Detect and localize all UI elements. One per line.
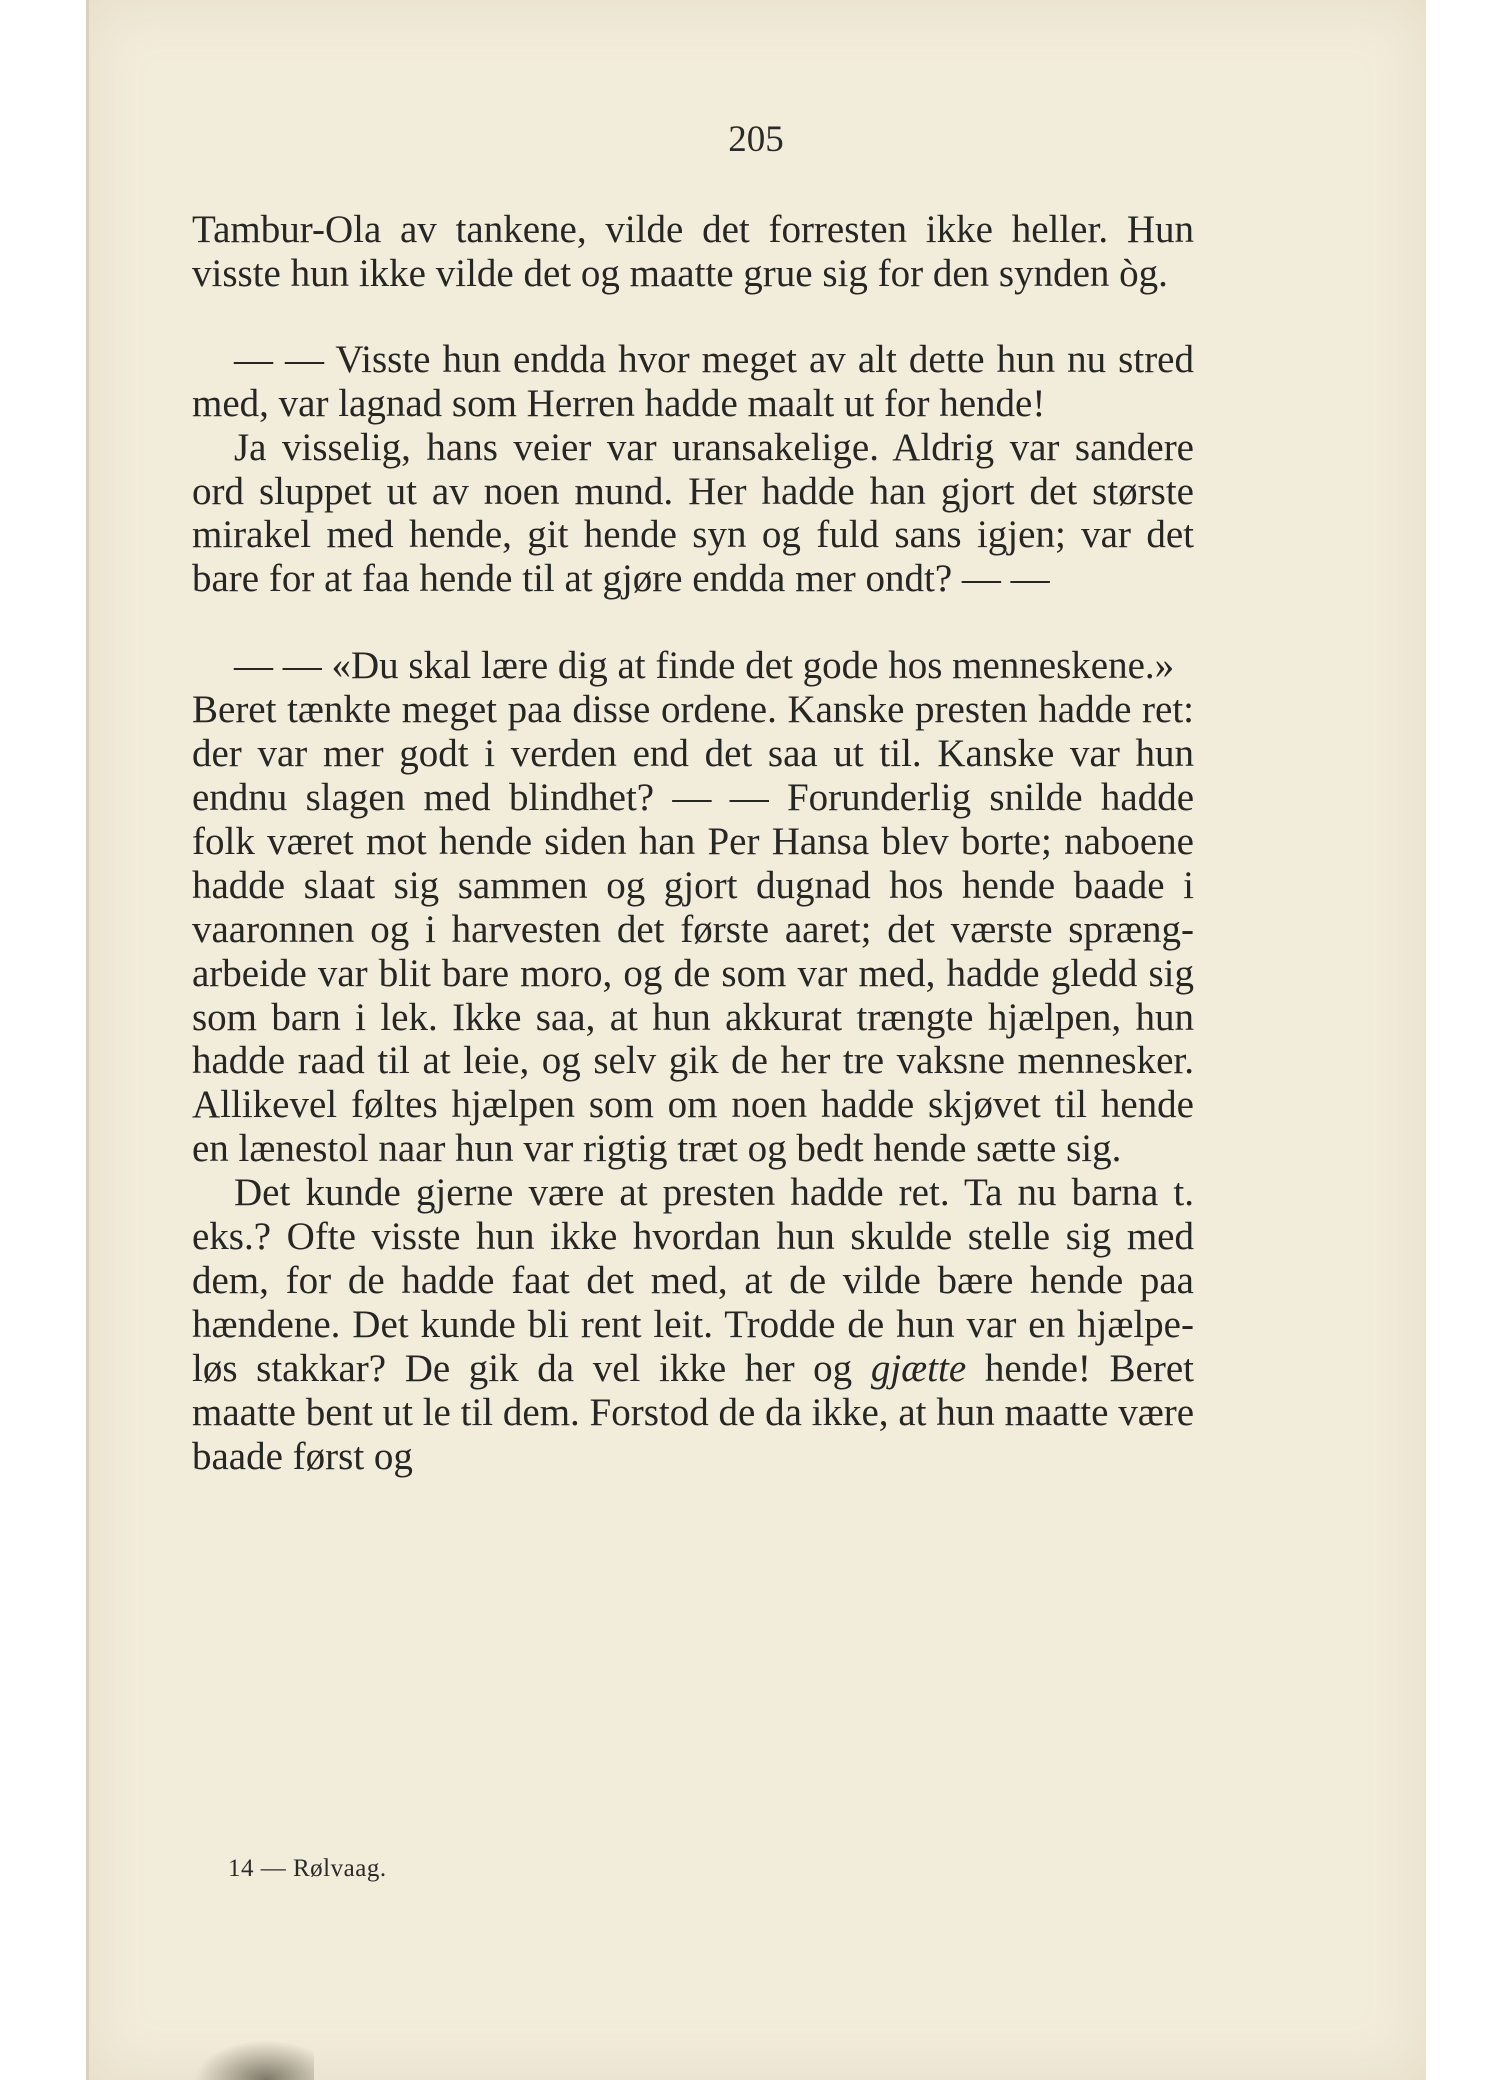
section-gap (192, 601, 1194, 644)
section-gap (192, 296, 1194, 338)
page-edge (86, 0, 89, 2080)
book-page (86, 0, 1426, 2080)
signature-mark: 14 — Rølvaag. (228, 1855, 387, 1882)
paragraph-6-tail: hende! Beret maatte bent ut le til dem. Forstod de da ikke, at hun maatte være baade først og (192, 1346, 1195, 1478)
scan-edge-mark (194, 2040, 314, 2080)
emphasized-word: gjætte (870, 1346, 967, 1390)
body-text (192, 208, 1194, 1478)
paragraph-4: — — «Du skal lære dig at finde det gode hos menneskene.» (234, 644, 1175, 688)
paragraph-1: Tambur-Ola av tankene, vilde det forresten ikke heller. Hun visste hun ikke vilde det og maatte grue sig for den synden òg. (192, 208, 1194, 295)
page-number: 205 (728, 119, 784, 160)
paragraph-3: Ja visselig, hans veier var uransakelige. Aldrig var sandere ord sluppet ut av noen mund. Her hadde han gjort det største mirakel med hende, git hende syn og fuld sans igjen; var det bare for at faa hende til at gjøre endda mer ondt? — — (192, 425, 1194, 601)
paragraph-2: — — Visste hun endda hvor meget av alt dette hun nu stred med, var lagnad som Herren hadde maalt ut for hende! (192, 337, 1194, 425)
paragraph-6 (192, 1171, 1194, 1478)
paragraph-5: Beret tænkte meget paa disse ordene. Kanske presten hadde ret: der var mer godt i verden end det saa ut til. Kanske var hun endnu slagen med blindhet? — — Forunderlig snilde hadde folk været mot hende siden han Per Hansa blev borte; naboene hadde slaat sig sammen og gjort dugnad hos hende baade i vaaronnen og i harvesten det første aaret; det værste sprængarbeide var blit bare moro, og de som var med, hadde gledd sig som barn i lek. Ikke saa, at hun akkurat trængte hjælpen, hun hadde raad til at leie, og selv gik de her tre vaksne mennesker. Allikevel føltes hjælpen som om noen hadde skjøvet til hende en lænestol naar hun var rigtig træt og bedt hende sætte sig. (192, 688, 1194, 1171)
paragraph-6-text: Det kunde gjerne være at presten hadde ret. Ta nu barna t. eks.? Ofte visste hun ikke hvordan hun skulde stelle sig med dem, for de hadde faat det med, at de vilde bære hende paa hændene. Det kunde bli rent leit. Trodde de hun var en hjælpeløs stakkar? De gik da vel ikke her og (192, 1171, 1194, 1390)
